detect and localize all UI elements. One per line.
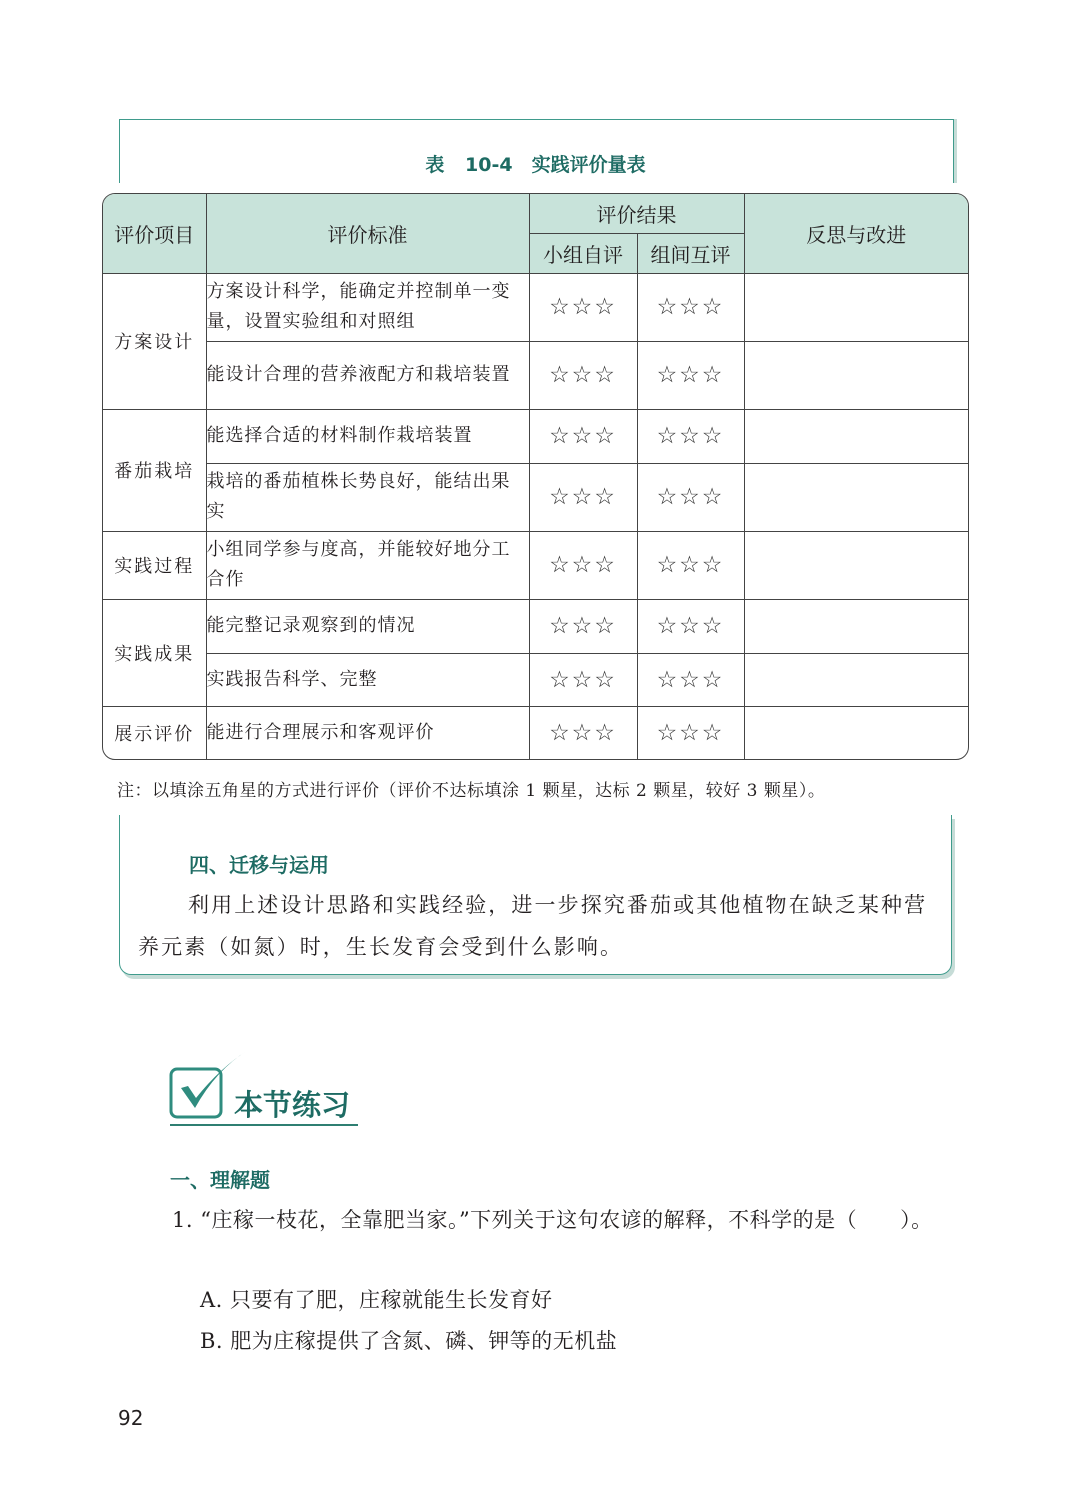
page-number: 92 bbox=[118, 1406, 144, 1430]
table-row bbox=[103, 599, 968, 653]
self-rating-stars[interactable]: ☆☆☆ bbox=[529, 706, 637, 759]
table-row bbox=[103, 706, 968, 759]
self-rating-stars[interactable]: ☆☆☆ bbox=[529, 273, 637, 341]
criteria-cell: 实践报告科学、完整 bbox=[206, 653, 529, 706]
criteria-cell: 能进行合理展示和客观评价 bbox=[206, 706, 529, 759]
reflection-cell[interactable] bbox=[744, 463, 968, 531]
self-rating-stars[interactable]: ☆☆☆ bbox=[529, 409, 637, 463]
table-title: 表 10-4 实践评价量表 bbox=[425, 154, 646, 176]
header-self: 小组自评 bbox=[529, 233, 637, 273]
transfer-heading: 四、迁移与运用 bbox=[189, 853, 329, 877]
reflection-cell[interactable] bbox=[744, 341, 968, 409]
item-cell: 实践成果 bbox=[103, 599, 206, 706]
table-row bbox=[103, 463, 968, 531]
self-rating-stars[interactable]: ☆☆☆ bbox=[529, 531, 637, 599]
header-result: 评价结果 bbox=[529, 194, 744, 233]
option-b: B. 肥为庄稼提供了含氮、磷、钾等的无机盐 bbox=[200, 1329, 618, 1353]
self-rating-stars[interactable]: ☆☆☆ bbox=[529, 463, 637, 531]
table-note: 注：以填涂五角星的方式进行评价（评价不达标填涂 1 颗星，达标 2 颗星，较好 3 颗星）。 bbox=[117, 781, 826, 801]
table-row bbox=[103, 409, 968, 463]
item-cell: 实践过程 bbox=[103, 531, 206, 599]
peer-rating-stars[interactable]: ☆☆☆ bbox=[637, 531, 744, 599]
criteria-cell: 能选择合适的材料制作栽培装置 bbox=[206, 409, 529, 463]
item-cell: 方案设计 bbox=[103, 273, 206, 409]
peer-rating-stars[interactable]: ☆☆☆ bbox=[637, 706, 744, 759]
reflection-cell[interactable] bbox=[744, 531, 968, 599]
item-cell: 展示评价 bbox=[103, 706, 206, 759]
reflection-cell[interactable] bbox=[744, 273, 968, 341]
peer-rating-stars[interactable]: ☆☆☆ bbox=[637, 341, 744, 409]
transfer-text: 利用上述设计思路和实践经验，进一步探究番茄或其他植物在缺乏某种营养元素（如氮）时，生长发育会受到什么影响。 bbox=[138, 893, 928, 959]
table-row bbox=[103, 273, 968, 341]
criteria-cell: 栽培的番茄植株长势良好，能结出果实 bbox=[206, 463, 529, 531]
evaluation-table bbox=[102, 193, 969, 760]
header-peer: 组间互评 bbox=[637, 233, 744, 273]
criteria-cell: 方案设计科学，能确定并控制单一变量，设置实验组和对照组 bbox=[206, 273, 529, 341]
reflection-cell[interactable] bbox=[744, 599, 968, 653]
item-cell: 番茄栽培 bbox=[103, 409, 206, 531]
option-a: A. 只要有了肥，庄稼就能生长发育好 bbox=[200, 1288, 553, 1312]
section-heading: 一、理解题 bbox=[170, 1168, 270, 1192]
exercise-underline bbox=[170, 1124, 358, 1126]
criteria-cell: 小组同学参与度高，并能较好地分工合作 bbox=[206, 531, 529, 599]
header-item: 评价项目 bbox=[103, 194, 206, 273]
table-row bbox=[103, 653, 968, 706]
criteria-cell: 能完整记录观察到的情况 bbox=[206, 599, 529, 653]
reflection-cell[interactable] bbox=[744, 653, 968, 706]
table-row bbox=[103, 341, 968, 409]
peer-rating-stars[interactable]: ☆☆☆ bbox=[637, 409, 744, 463]
peer-rating-stars[interactable]: ☆☆☆ bbox=[637, 653, 744, 706]
peer-rating-stars[interactable]: ☆☆☆ bbox=[637, 463, 744, 531]
reflection-cell[interactable] bbox=[744, 409, 968, 463]
reflection-cell[interactable] bbox=[744, 706, 968, 759]
exercise-title: 本节练习 bbox=[234, 1088, 351, 1122]
self-rating-stars[interactable]: ☆☆☆ bbox=[529, 599, 637, 653]
table-row bbox=[103, 531, 968, 599]
peer-rating-stars[interactable]: ☆☆☆ bbox=[637, 599, 744, 653]
self-rating-stars[interactable]: ☆☆☆ bbox=[529, 341, 637, 409]
self-rating-stars[interactable]: ☆☆☆ bbox=[529, 653, 637, 706]
header-criteria: 评价标准 bbox=[206, 194, 529, 273]
question-text: 1. “庄稼一枝花，全靠肥当家。”下列关于这句农谚的解释，不科学的是（ ）。 bbox=[172, 1208, 933, 1232]
criteria-cell: 能设计合理的营养液配方和栽培装置 bbox=[206, 341, 529, 409]
header-reflect: 反思与改进 bbox=[744, 194, 968, 273]
peer-rating-stars[interactable]: ☆☆☆ bbox=[637, 273, 744, 341]
